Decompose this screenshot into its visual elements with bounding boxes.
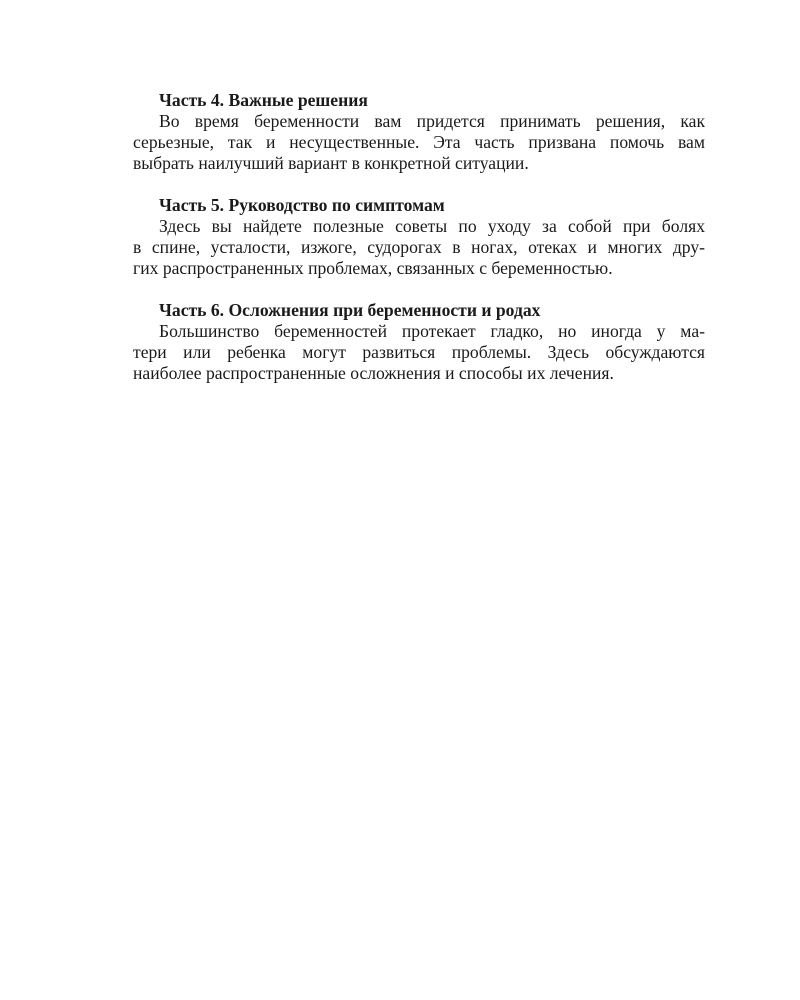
paragraph-line: тери или ребенка могут развиться проблемы. Здесь обсуждаются: [133, 342, 705, 362]
section-part-5: [133, 195, 705, 279]
document-page: [133, 90, 705, 405]
section-paragraph: [133, 321, 705, 384]
section-part-4: [133, 90, 705, 174]
section-heading: Часть 4. Важные решения: [159, 90, 368, 110]
paragraph-line: Здесь вы найдете полезные советы по уходу за собой при болях: [159, 216, 705, 236]
paragraph-line: серьезные, так и несущественные. Эта часть призвана помочь вам: [133, 132, 705, 152]
paragraph-line: выбрать наилучший вариант в конкретной ситуации.: [133, 153, 529, 173]
paragraph-line: гих распространенных проблемах, связанных с беременностью.: [133, 258, 613, 278]
paragraph-line: Большинство беременностей протекает гладко, но иногда у ма-: [159, 321, 705, 341]
paragraph-line: наиболее распространенные осложнения и способы их лечения.: [133, 363, 614, 383]
section-heading: Часть 6. Осложнения при беременности и родах: [159, 300, 541, 320]
paragraph-line: в спине, усталости, изжоге, судорогах в ногах, отеках и многих дру-: [133, 237, 705, 257]
section-paragraph: [133, 111, 705, 174]
section-part-6: [133, 300, 705, 384]
paragraph-line: Во время беременности вам придется принимать решения, как: [159, 111, 705, 131]
section-paragraph: [133, 216, 705, 279]
section-heading: Часть 5. Руководство по симптомам: [159, 195, 445, 215]
